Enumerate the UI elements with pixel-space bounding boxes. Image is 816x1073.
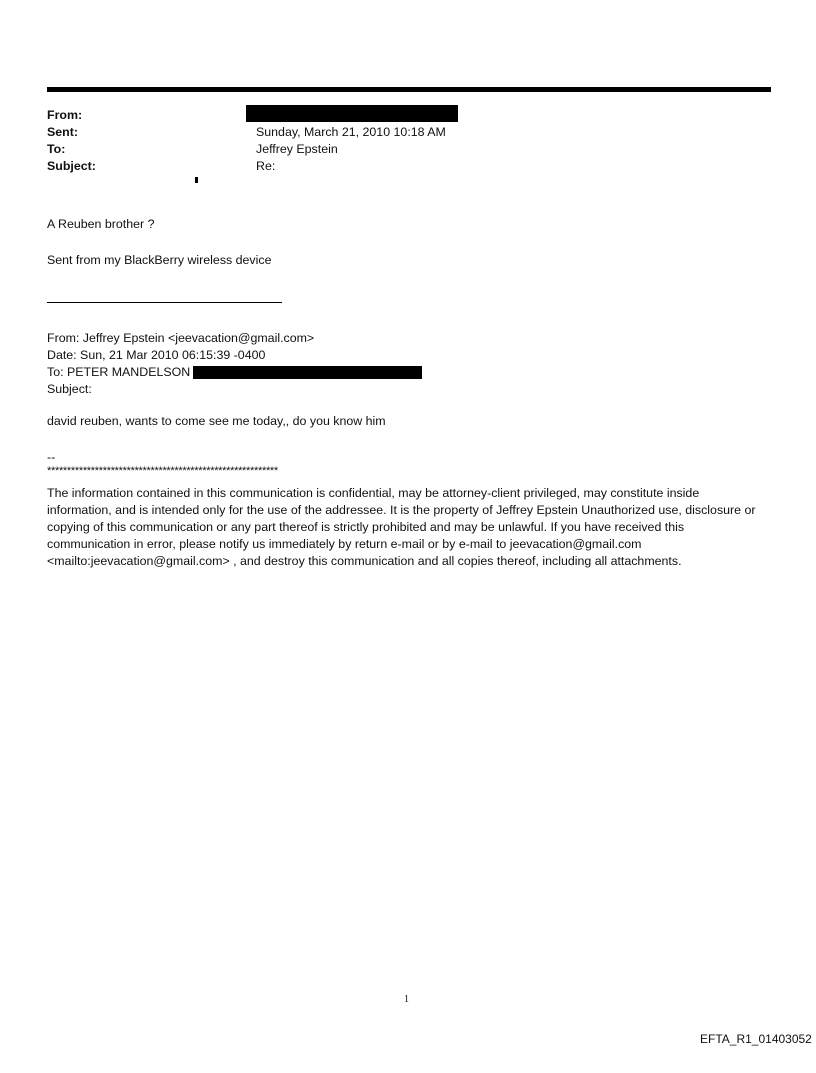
- redaction-to: [193, 366, 422, 379]
- original-subject: Subject:: [47, 382, 92, 396]
- signature-stars: **********************************************************: [47, 465, 278, 477]
- document-id: EFTA_R1_01403052: [700, 1032, 812, 1046]
- redaction-mark: [195, 177, 198, 183]
- original-to: To: PETER MANDELSON: [47, 365, 191, 379]
- subject-value: Re:: [256, 159, 276, 173]
- quote-separator: [47, 302, 282, 303]
- reply-signature: Sent from my BlackBerry wireless device: [47, 253, 272, 267]
- sent-value: Sunday, March 21, 2010 10:18 AM: [256, 125, 446, 139]
- from-label: From:: [47, 108, 83, 122]
- sent-label: Sent:: [47, 125, 78, 139]
- page-number: 1: [404, 994, 409, 1005]
- to-label: To:: [47, 142, 66, 156]
- original-from: From: Jeffrey Epstein <jeevacation@gmail.com>: [47, 331, 315, 345]
- redaction-from: [246, 105, 458, 122]
- original-date: Date: Sun, 21 Mar 2010 06:15:39 -0400: [47, 348, 266, 362]
- subject-label: Subject:: [47, 159, 96, 173]
- to-value: Jeffrey Epstein: [256, 142, 338, 156]
- signature-dash: --: [47, 450, 56, 464]
- reply-body: A Reuben brother ?: [47, 217, 155, 231]
- disclaimer: The information contained in this communication is confidential, may be attorney-client privileged, may constitute inside information, and is intended only for the use of the addressee. It is the property of Jeffrey Epstein Unauthorized use, disclosure or copying of this communication or any part thereof is strictly prohibited and may be unlawful. If you have received this communication in error, please notify us immediately by return e-mail or by e-mail to jeevacation@gmail.com <mailto:jeevacation@gmail.com> , and destroy this communication and all copies thereof, including all attachments.: [47, 486, 756, 568]
- header-rule: [47, 87, 771, 92]
- original-to-line: [47, 364, 422, 381]
- original-body: david reuben, wants to come see me today,, do you know him: [47, 414, 386, 428]
